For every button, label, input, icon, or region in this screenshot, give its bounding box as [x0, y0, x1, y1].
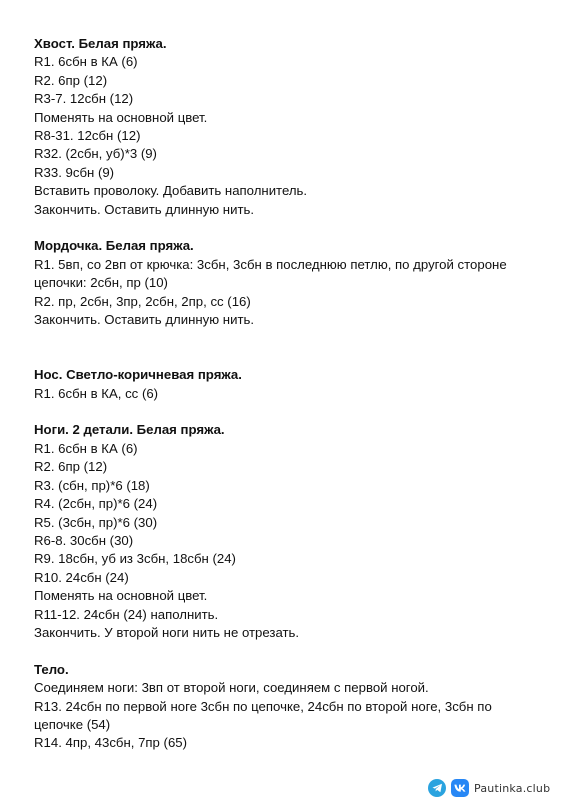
watermark [428, 778, 550, 798]
pattern-line: R1. 5вп, со 2вп от крючка: 3сбн, 3сбн в последнюю петлю, по другой стороне цепочки: 2сбн, пр (10) [34, 256, 507, 291]
document-body [34, 35, 534, 771]
section-heading: Хвост. Белая пряжа. [34, 36, 167, 51]
pattern-line: R5. (3сбн, пр)*6 (30) [34, 514, 158, 530]
section-legs [34, 421, 534, 642]
pattern-line: R4. (2сбн, пр)*6 (24) [34, 496, 158, 512]
pattern-line: Соединяем ноги: 3вп от второй ноги, соединяем с первой ногой. [34, 680, 429, 696]
section-nose [34, 366, 534, 403]
pattern-line: R11-12. 24сбн (24) наполнить. [34, 606, 219, 622]
pattern-line: R1. 6сбн в КА (6) [34, 54, 138, 70]
pattern-line: R2. 6пр (12) [34, 459, 108, 475]
pattern-line: R33. 9сбн (9) [34, 164, 115, 180]
pattern-line: R9. 18сбн, уб из 3сбн, 18сбн (24) [34, 551, 236, 567]
section-heading: Мордочка. Белая пряжа. [34, 238, 194, 254]
section-heading: Нос. Светло-коричневая пряжа. [34, 367, 242, 383]
pattern-line: R14. 4пр, 43сбн, 7пр (65) [34, 735, 188, 751]
pattern-line: R32. (2сбн, уб)*3 (9) [34, 146, 157, 162]
pattern-line: R1. 6сбн в КА, сс (6) [34, 385, 159, 401]
pattern-line: Поменять на основной цвет. [34, 109, 208, 125]
pattern-line: R1. 6сбн в КА (6) [34, 440, 138, 456]
pattern-line: Поменять на основной цвет. [34, 588, 208, 604]
pattern-line: R2. пр, 2сбн, 3пр, 2сбн, 2пр, сс (16) [34, 293, 251, 309]
watermark-text: Pautinka.club [474, 781, 551, 795]
section-body [34, 661, 534, 753]
pattern-line: Вставить проволоку. Добавить наполнитель. [34, 183, 308, 199]
pattern-line: R3. (сбн, пр)*6 (18) [34, 477, 150, 493]
pattern-line: R10. 24сбн (24) [34, 569, 129, 585]
section-muzzle [34, 237, 534, 329]
pattern-line: Закончить. Оставить длинную нить. [34, 312, 255, 328]
pattern-line: R6-8. 30сбн (30) [34, 532, 134, 548]
vk-icon [451, 779, 469, 797]
pattern-line: Закончить. У второй ноги нить не отрезать. [34, 624, 300, 640]
section-tail [34, 35, 534, 219]
pattern-line: R13. 24сбн по первой ноге 3сбн по цепочке, 24сбн по второй ноге, 3сбн по цепочке (54) [34, 698, 492, 732]
section-heading: Тело. [34, 661, 69, 677]
pattern-line: R3-7. 12сбн (12) [34, 91, 134, 107]
telegram-icon [428, 779, 446, 797]
pattern-line: R8-31. 12сбн (12) [34, 128, 141, 144]
section-heading: Ноги. 2 детали. Белая пряжа. [34, 422, 225, 438]
pattern-line: R2. 6пр (12) [34, 72, 108, 88]
pattern-line: Закончить. Оставить длинную нить. [34, 201, 255, 217]
